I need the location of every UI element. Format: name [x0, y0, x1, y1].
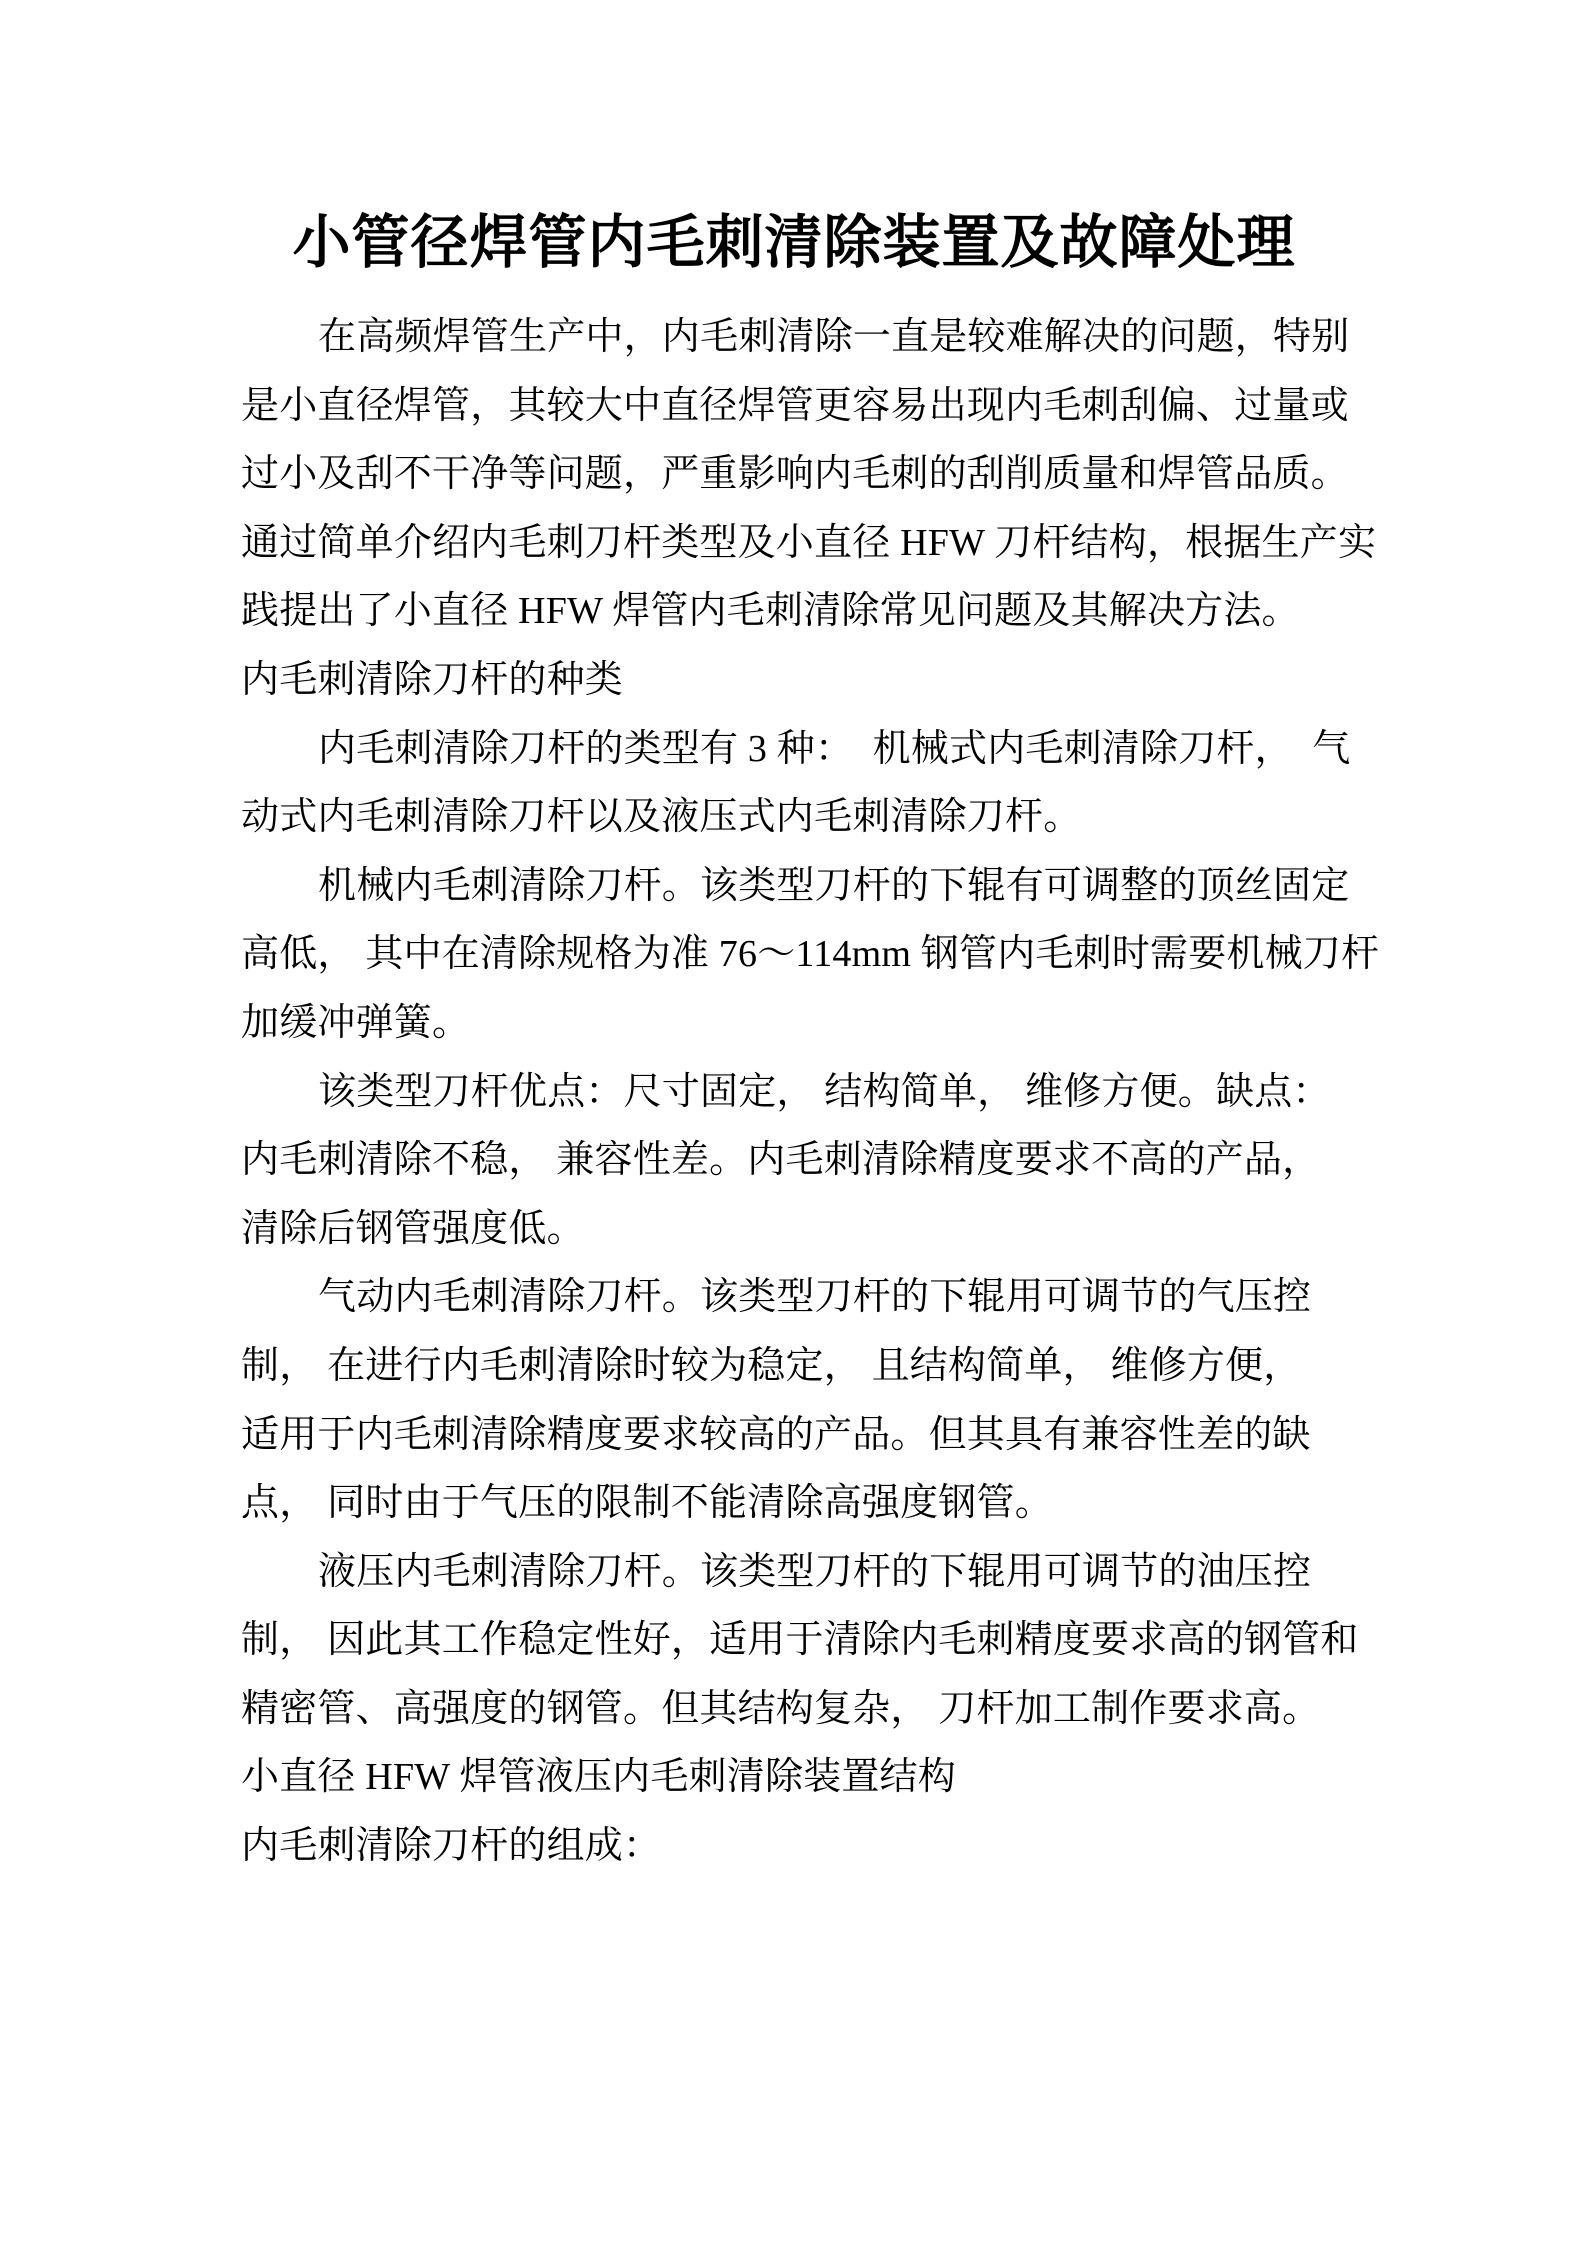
text-line: 制， 在进行内毛刺清除时较为稳定， 且结构简单， 维修方便， — [241, 1344, 1302, 1387]
text-line: 精密管、高强度的钢管。但其结构复杂， 刀杆加工制作要求高。 — [241, 1687, 1321, 1730]
section-heading: 小直径 HFW 焊管液压内毛刺清除装置结构 — [241, 1756, 956, 1799]
text-line: 加缓冲弹簧。 — [241, 1001, 471, 1044]
text-line: 气动内毛刺清除刀杆。该类型刀杆的下辊用可调节的气压控 — [318, 1276, 1312, 1319]
text-line: 制， 因此其工作稳定性好，适用于清除内毛刺精度要求高的钢管和 — [241, 1619, 1359, 1662]
text-line: 内毛刺清除不稳， 兼容性差。内毛刺清除精度要求不高的产品， — [241, 1139, 1321, 1182]
text-line: 动式内毛刺清除刀杆以及液压式内毛刺清除刀杆。 — [241, 796, 1082, 839]
document-body — [241, 303, 1380, 1881]
text-line: 清除后钢管强度低。 — [241, 1207, 585, 1250]
section-heading: 内毛刺清除刀杆的组成： — [241, 1825, 662, 1868]
text-line: 过小及刮不干净等问题，严重影响内毛刺的刮削质量和焊管品质。 — [241, 453, 1349, 496]
text-line: 点， 同时由于气压的限制不能清除高强度钢管。 — [241, 1482, 1053, 1525]
text-line: 内毛刺清除刀杆的类型有 3 种： 机械式内毛刺清除刀杆， 气 — [318, 727, 1351, 770]
document-title: 小管径焊管内毛刺清除装置及故障处理 — [292, 210, 1296, 275]
text-line: 该类型刀杆优点：尺寸固定， 结构简单， 维修方便。缺点： — [318, 1070, 1331, 1113]
text-line: 液压内毛刺清除刀杆。该类型刀杆的下辊用可调节的油压控 — [318, 1550, 1312, 1593]
text-line: 是小直径焊管，其较大中直径焊管更容易出现内毛刺刮偏、过量或 — [241, 384, 1349, 427]
text-line: 践提出了小直径 HFW 焊管内毛刺清除常见问题及其解决方法。 — [241, 590, 1300, 633]
text-line: 通过简单介绍内毛刺刀杆类型及小直径 HFW 刀杆结构，根据生产实 — [241, 521, 1377, 564]
text-line: 适用于内毛刺清除精度要求较高的产品。但其具有兼容性差的缺 — [241, 1413, 1311, 1456]
section-heading: 内毛刺清除刀杆的种类 — [241, 658, 624, 701]
text-line: 在高频焊管生产中，内毛刺清除一直是较难解决的问题，特别 — [318, 316, 1350, 358]
text-line: 高低， 其中在清除规格为准 76～114mm 钢管内毛刺时需要机械刀杆 — [241, 933, 1380, 976]
page-content — [241, 190, 1380, 1881]
text-line: 机械内毛刺清除刀杆。该类型刀杆的下辊有可调整的顶丝固定 — [318, 864, 1350, 907]
